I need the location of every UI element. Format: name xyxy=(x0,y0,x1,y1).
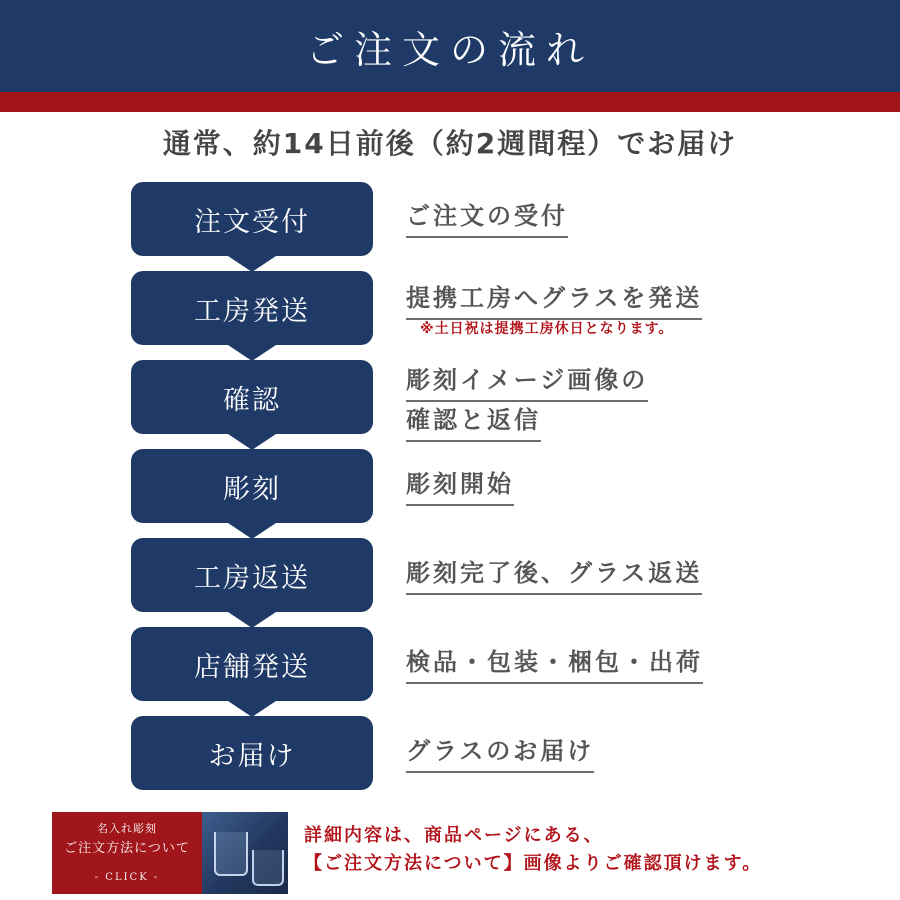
step-desc-line: 彫刻完了後、グラス返送 xyxy=(406,555,702,595)
step-desc-confirmation xyxy=(406,362,648,442)
step-desc-line: グラスのお届け xyxy=(406,733,594,773)
step-engraving: 彫刻 xyxy=(131,449,373,523)
glass-icon xyxy=(214,832,248,876)
step-workshop-return: 工房返送 xyxy=(131,538,373,612)
banner-main-text: ご注文方法について xyxy=(64,841,190,856)
order-method-banner[interactable] xyxy=(52,812,288,894)
banner-click-text: - CLICK - xyxy=(94,872,160,883)
step-confirmation: 確認 xyxy=(131,360,373,434)
step-workshop-shipment: 工房発送 xyxy=(131,271,373,345)
step-arrow xyxy=(228,523,276,539)
footer-line-1: 詳細内容は、商品ページにある、 xyxy=(304,825,604,846)
step-desc-line: 彫刻開始 xyxy=(406,466,514,506)
step-desc-workshop-shipment xyxy=(406,280,702,320)
holiday-note: ※土日祝は提携工房休日となります。 xyxy=(420,321,674,337)
step-desc-line: 確認と返信 xyxy=(406,402,541,442)
footer-info xyxy=(304,822,762,878)
step-desc-store-shipment xyxy=(406,644,703,684)
step-arrow xyxy=(228,612,276,628)
step-arrow xyxy=(228,701,276,717)
step-order-receipt: 注文受付 xyxy=(131,182,373,256)
step-desc-line: 検品・包装・梱包・出荷 xyxy=(406,644,703,684)
step-desc-delivery xyxy=(406,733,594,773)
step-desc-workshop-return xyxy=(406,555,702,595)
step-desc-line: 彫刻イメージ画像の xyxy=(406,362,648,402)
step-desc-engraving xyxy=(406,466,514,506)
delivery-subtitle: 通常、約14日前後（約2週間程）でお届け xyxy=(162,127,738,160)
glass-icon xyxy=(252,850,284,886)
step-desc-order-receipt xyxy=(406,198,568,238)
step-arrow xyxy=(228,434,276,450)
step-arrow xyxy=(228,256,276,272)
banner-small-text: 名入れ彫刻 xyxy=(97,822,157,835)
banner-label-panel xyxy=(52,812,202,894)
step-store-shipment: 店舗発送 xyxy=(131,627,373,701)
step-delivery: お届け xyxy=(131,716,373,790)
step-desc-line: 提携工房へグラスを発送 xyxy=(406,280,702,320)
footer-line-2: 【ご注文方法について】画像よりご確認頂けます。 xyxy=(304,853,763,874)
step-desc-line: ご注文の受付 xyxy=(406,198,568,238)
step-arrow xyxy=(228,345,276,361)
page-title: ご注文の流れ xyxy=(0,0,900,92)
